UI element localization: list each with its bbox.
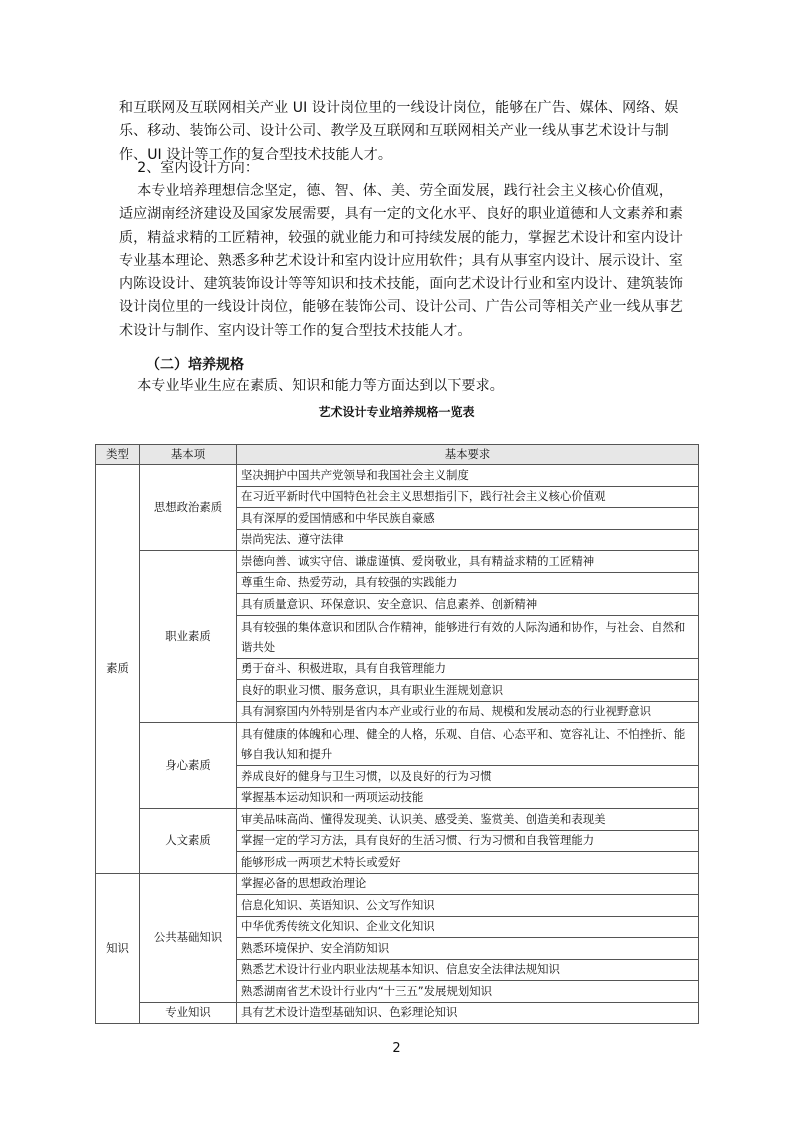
header-type: 类型 [96, 445, 140, 465]
table-row [96, 809, 699, 831]
requirement-cell: 勇于奋斗、积极进取，具有自我管理能力 [237, 658, 699, 680]
requirement-cell: 具有艺术设计造型基础知识、色彩理论知识 [237, 1002, 699, 1024]
table-caption: 艺术设计专业培养规格一览表 [318, 405, 475, 419]
category-cell: 素质 [96, 465, 140, 874]
training-spec-table [95, 444, 699, 1024]
table-row [96, 551, 699, 573]
requirement-cell: 具有较强的集体意识和团队合作精神，能够进行有效的人际沟通和协作，与社会、自然和谐共处 [237, 615, 699, 658]
requirement-cell: 尊重生命、热爱劳动，具有较强的实践能力 [237, 572, 699, 594]
item-cell: 职业素质 [140, 551, 237, 723]
requirement-cell: 熟悉环境保护、安全消防知识 [237, 938, 699, 960]
requirement-cell: 掌握基本运动知识和一两项运动技能 [237, 787, 699, 809]
requirement-cell: 信息化知识、英语知识、公文写作知识 [237, 895, 699, 917]
table-row [96, 873, 699, 895]
table-row [96, 465, 699, 487]
body-paragraph: 本专业毕业生应在素质、知识和能力等方面达到以下要求。 [119, 378, 504, 394]
body-paragraph: 本专业培养理想信念坚定，德、智、体、美、劳全面发展，践行社会主义核心价值观，适应湖南经济建设及国家发展需要，具有一定的文化水平、良好的职业道德和人文素养和素质，精益求精的工匠精神，较强的就业能力和可持续发展的能力，掌握艺术设计和室内设计专业基本理论、熟悉多种艺术设计和室内设计应用软件；具有从事室内设计、展示设计、室内陈设设计、建筑装饰设计等等知识和技术技能，面向艺术设计行业和室内设计、建筑装饰设计岗位里的一线设计岗位，能够在装饰公司、设计公司、广告公司等相关产业一线从事艺术设计与制作、室内设计等工作的复合型技术技能人才。 [119, 183, 683, 339]
table-header-row [96, 445, 699, 465]
requirement-cell: 具有深厚的爱国情感和中华民族自豪感 [237, 508, 699, 530]
requirement-cell: 具有质量意识、环保意识、安全意识、信息素养、创新精神 [237, 594, 699, 616]
category-cell: 知识 [96, 873, 140, 1024]
requirement-cell: 具有洞察国内外特别是省内本产业或行业的布局、规模和发展动态的行业视野意识 [237, 701, 699, 723]
item-cell: 人文素质 [140, 809, 237, 874]
body-paragraph: 和互联网及互联网相关产业 UI 设计岗位里的一线设计岗位，能够在广告、媒体、网络、娱乐、移动、装饰公司、设计公司、教学及互联网和互联网相关产业一线从事艺术设计与制作、UI 设计等工作的复合型技术技能人才。 [119, 100, 679, 163]
header-requirement: 基本要求 [237, 445, 699, 465]
requirement-cell: 良好的职业习惯、服务意识，具有职业生涯规划意识 [237, 680, 699, 702]
requirement-cell: 崇德向善、诚实守信、谦虚谨慎、爱岗敬业，具有精益求精的工匠精神 [237, 551, 699, 573]
requirement-cell: 审美品味高尚、懂得发现美、认识美、感受美、鉴赏美、创造美和表现美 [237, 809, 699, 831]
requirement-cell: 能够形成一两项艺术特长或爱好 [237, 852, 699, 874]
requirement-cell: 崇尚宪法、遵守法律 [237, 529, 699, 551]
table-row [96, 1002, 699, 1024]
item-cell: 思想政治素质 [140, 465, 237, 551]
section-heading-interior: 2、室内设计方向： [119, 160, 260, 176]
requirement-cell: 坚决拥护中国共产党领导和我国社会主义制度 [237, 465, 699, 487]
item-cell: 专业知识 [140, 1002, 237, 1024]
item-cell: 公共基础知识 [140, 873, 237, 1002]
requirement-cell: 中华优秀传统文化知识、企业文化知识 [237, 916, 699, 938]
header-item: 基本项 [140, 445, 237, 465]
requirement-cell: 在习近平新时代中国特色社会主义思想指引下，践行社会主义核心价值观 [237, 486, 699, 508]
table-row [96, 723, 699, 766]
requirement-cell: 具有健康的体魄和心理、健全的人格，乐观、自信、心态平和、宽容礼让、不怕挫折、能够自我认知和提升 [237, 723, 699, 766]
page-number: 2 [392, 1041, 401, 1056]
section-heading: （二）培养规格 [146, 357, 244, 373]
requirement-cell: 熟悉湖南省艺术设计行业内“十三五”发展规划知识 [237, 981, 699, 1003]
item-cell: 身心素质 [140, 723, 237, 809]
requirement-cell: 养成良好的健身与卫生习惯，以及良好的行为习惯 [237, 766, 699, 788]
requirement-cell: 熟悉艺术设计行业内职业法规基本知识、信息安全法律法规知识 [237, 959, 699, 981]
requirement-cell: 掌握必备的思想政治理论 [237, 873, 699, 895]
requirement-cell: 掌握一定的学习方法，具有良好的生活习惯、行为习惯和自我管理能力 [237, 830, 699, 852]
